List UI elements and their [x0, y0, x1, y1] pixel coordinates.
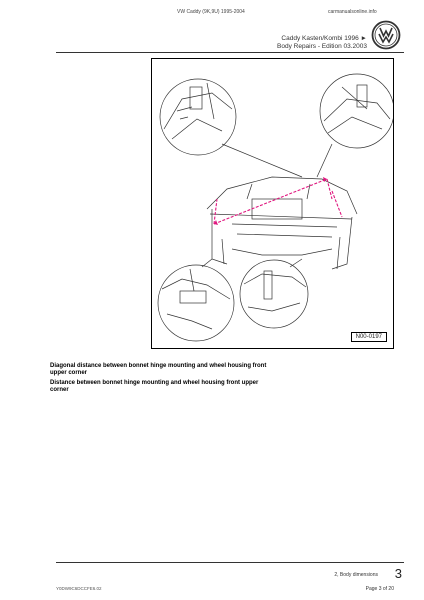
footer-rule: [56, 562, 404, 563]
footer-section: 2, Body dimensions: [334, 572, 378, 578]
site-name: carmanualsonline.info: [328, 9, 377, 15]
figure-tag: N00-0197: [351, 332, 387, 342]
edition-title: Body Repairs - Edition 03.2003: [277, 43, 367, 50]
figure-drawing: [152, 59, 393, 348]
body-dimension-figure: [151, 58, 394, 349]
header-rule: [56, 52, 404, 53]
caption-distance: Distance between bonnet hinge mounting and wheel housing front upper corner: [50, 380, 259, 393]
document-title: VW Caddy (9K,9U) 1995-2004: [177, 9, 245, 15]
footer-doc-id: Y0DW9C6DCCFE6.02: [56, 586, 102, 591]
footer-page-of: Page 3 of 20: [365, 586, 394, 592]
caption-diagonal-distance: Diagonal distance between bonnet hinge mounting and wheel housing front upper corner: [50, 363, 267, 376]
footer-page-number: 3: [394, 566, 402, 581]
model-title: Caddy Kasten/Kombi 1996 ►: [281, 35, 367, 42]
vw-logo-icon: [371, 20, 401, 50]
